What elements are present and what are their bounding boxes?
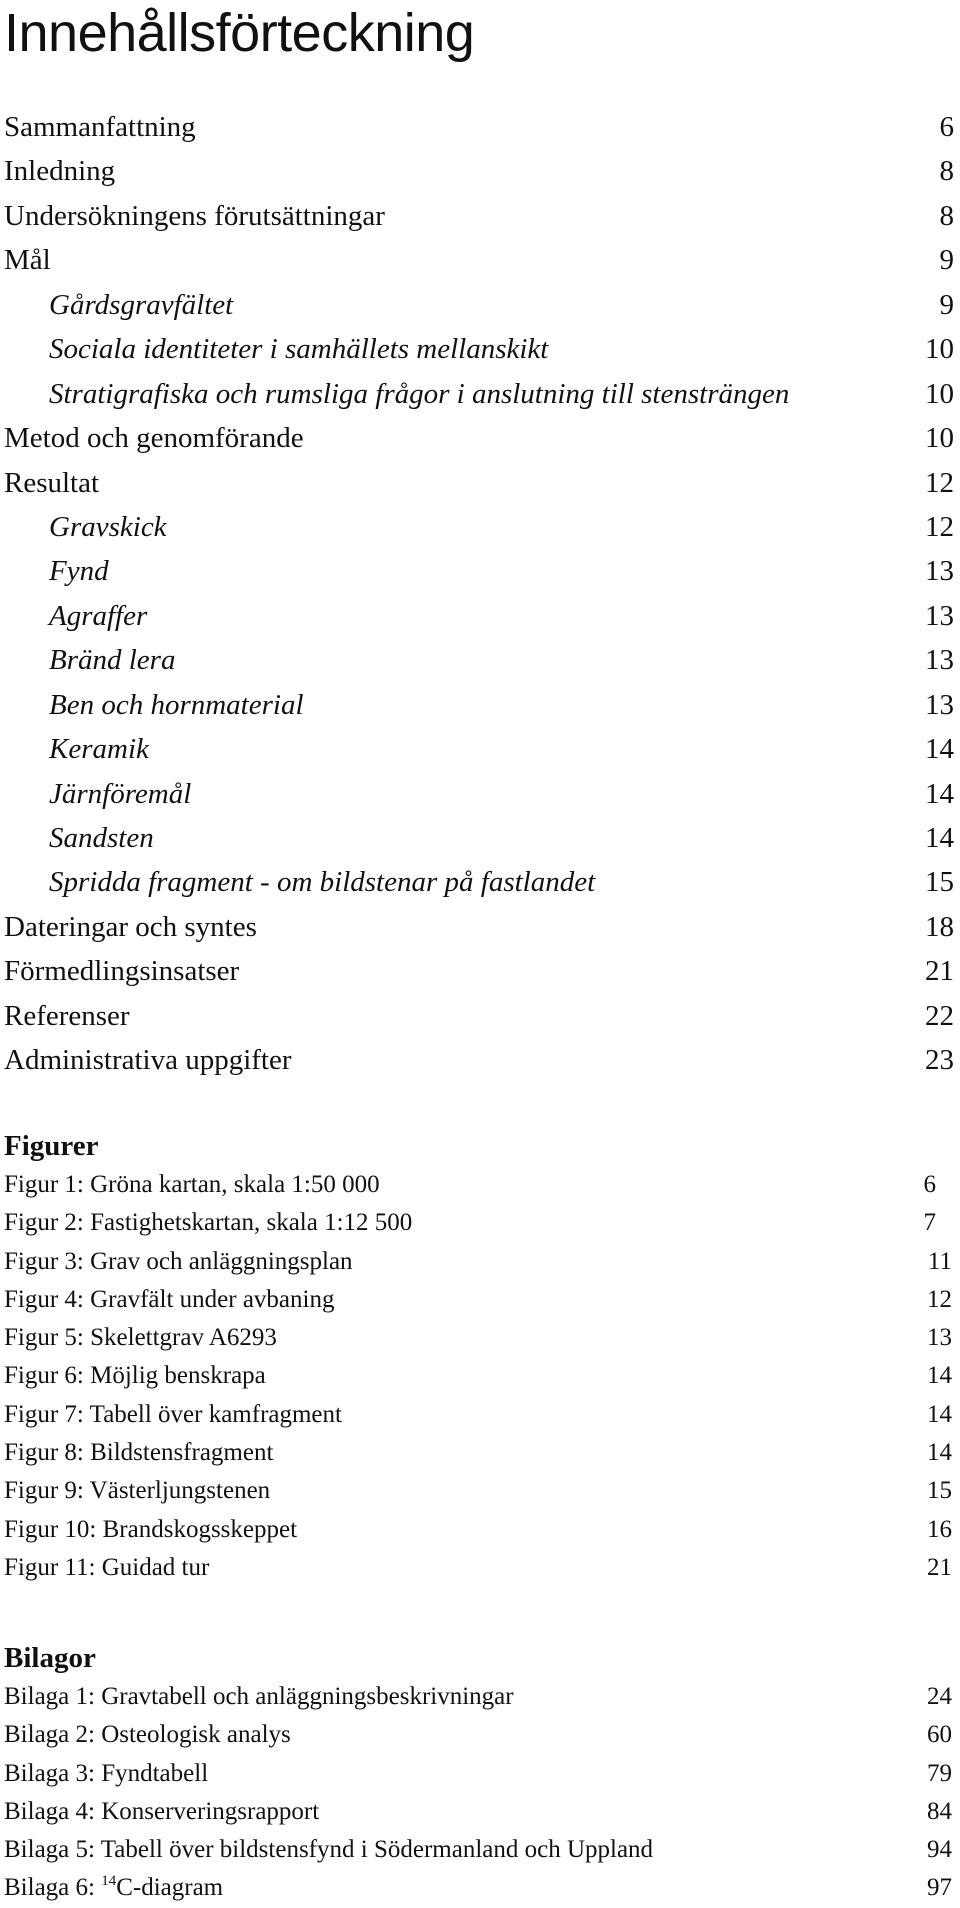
toc-subentry [0,505,960,549]
toc-entry-page: 9 [939,244,954,277]
toc-entry-label: Mål [4,244,51,277]
toc-entry-label: Gravskick [49,510,167,543]
toc-entry-label: Sammanfattning [4,111,196,143]
toc-entry-label: Administrativa uppgifter [4,1044,292,1077]
toc-subentry [0,816,960,860]
appendix-entry-label [4,1831,653,1869]
figures-list [0,1166,960,1587]
toc-entry-label: Stratigrafiska och rumsliga frågor i anslutning till stensträngen [49,377,790,410]
figure-entry-label: Figur 4: Gravfält under avbaning [4,1285,335,1313]
appendix-entry-superscript: 14 [101,1873,117,1890]
appendix-entry [0,1678,960,1716]
figure-entry [0,1472,960,1510]
appendix-entry-page: 60 [927,1721,952,1749]
appendix-entry [0,1793,960,1831]
appendix-entry [0,1716,960,1754]
toc-subentry [0,594,960,638]
appendix-entry-page: 94 [927,1836,952,1864]
toc-entry-label: Spridda fragment - om bildstenar på fastlandet [49,866,596,899]
figure-entry-label: Figur 10: Brandskogsskeppet [4,1515,298,1543]
appendix-entry-label-suffix: C-diagram [116,1874,224,1902]
appendix-entry-page: 97 [927,1874,952,1902]
toc-entry-label: Bränd lera [49,644,176,677]
toc-entry [0,905,960,949]
toc-entry-page: 14 [925,822,954,854]
toc-entry [0,194,960,238]
toc-entry-label: Referenser [4,999,130,1032]
toc-entry [0,105,960,149]
toc-entry [0,1038,960,1082]
appendix-entry-label [4,1793,319,1831]
toc-entry-label: Keramik [49,733,149,766]
figure-entry [0,1281,960,1319]
toc-entry-page: 9 [939,288,954,321]
toc-entry [0,994,960,1038]
toc-entry-label: Inledning [4,155,116,188]
toc-subentry [0,772,960,816]
appendix-entry-label [4,1716,291,1754]
toc-entry-label: Sociala identiteter i samhällets mellanskikt [49,333,549,366]
toc-entry-page: 13 [925,644,954,677]
appendix-entry-page: 24 [927,1683,952,1710]
toc-entry-label: Agraffer [49,599,148,632]
toc-subentry [0,327,960,371]
figure-entry-label: Figur 3: Grav och anläggningsplan [4,1247,353,1275]
appendix-entry-label [4,1869,223,1907]
toc-entry-label: Ben och hornmaterial [49,688,304,721]
toc-entry-page: 10 [925,333,954,366]
toc-entry-page: 12 [925,510,954,543]
appendices-list [0,1678,960,1908]
appendices-heading: Bilagor [4,1642,96,1674]
figure-entry [0,1434,960,1472]
toc-subentry [0,683,960,727]
figure-entry [0,1511,960,1549]
toc-entry-label: Järnföremål [49,777,192,810]
figure-entry [0,1357,960,1395]
figure-entry-label: Figur 6: Möjlig benskrapa [4,1362,266,1390]
figure-entry [0,1396,960,1434]
figure-entry-label: Figur 1: Gröna kartan, skala 1:50 000 [4,1171,380,1198]
toc-entry [0,238,960,282]
figure-entry-page: 12 [927,1285,952,1313]
figure-entry-page: 15 [927,1477,952,1505]
appendix-entry-label-text: Bilaga 2: Osteologisk analys [4,1721,291,1749]
toc-entry-page: 15 [925,866,954,899]
toc-entry-label: Förmedlingsinsatser [4,955,240,988]
toc-entry-page: 12 [925,466,954,499]
toc-entry [0,149,960,193]
figure-entry-label: Figur 11: Guidad tur [4,1553,210,1581]
toc-entry-label: Resultat [4,466,100,499]
appendix-entry-label-text: Bilaga 3: Fyndtabell [4,1759,209,1787]
toc-entry-page: 8 [939,199,954,232]
toc-subentry [0,860,960,904]
figure-entry-label: Figur 7: Tabell över kamfragment [4,1400,342,1428]
toc-entry [0,949,960,993]
figure-entry-page: 11 [927,1247,952,1275]
appendix-entry-label-text: Bilaga 5: Tabell över bildstensfynd i Södermanland och Uppland [4,1836,654,1864]
figure-entry-page: 13 [927,1324,952,1352]
toc-entry-label: Fynd [49,555,109,588]
toc-entry-page: 18 [925,910,954,943]
toc-entry [0,461,960,505]
figure-entry-page: 6 [923,1171,936,1198]
toc-entry-label: Metod och genomförande [4,422,304,455]
figure-entry-page: 14 [927,1362,952,1390]
toc-subentry [0,638,960,682]
table-of-contents [0,105,960,1083]
figure-entry [0,1319,960,1357]
figure-entry-page: 7 [923,1209,936,1237]
page-title: Innehållsförteckning [4,3,475,63]
appendix-entry-label [4,1755,208,1793]
toc-entry-label: Sandsten [49,822,154,854]
figure-entry-page: 14 [927,1400,952,1428]
appendix-entry-label-text: Bilaga 4: Konserveringsrapport [4,1797,320,1825]
toc-entry-page: 6 [939,111,954,143]
toc-subentry [0,727,960,771]
toc-entry-page: 10 [925,377,954,410]
figure-entry-label: Figur 8: Bildstensfragment [4,1439,274,1467]
toc-entry-page: 14 [925,777,954,810]
figure-entry [0,1166,960,1204]
appendix-entry [0,1755,960,1793]
figure-entry-label: Figur 2: Fastighetskartan, skala 1:12 500 [4,1209,413,1237]
appendix-entry [0,1869,960,1907]
appendix-entry-label-text: Bilaga 1: Gravtabell och anläggningsbeskrivningar [4,1683,514,1710]
toc-entry-page: 13 [925,688,954,721]
figure-entry-page: 14 [927,1439,952,1467]
toc-entry-label: Dateringar och syntes [4,910,257,943]
figure-entry [0,1243,960,1281]
appendix-entry-label [4,1678,514,1716]
figure-entry [0,1204,960,1242]
toc-entry-page: 21 [925,955,954,988]
figure-entry-label: Figur 5: Skelettgrav A6293 [4,1324,277,1352]
toc-entry-page: 10 [925,422,954,455]
figure-entry [0,1549,960,1587]
toc-entry-page: 13 [925,599,954,632]
toc-entry-label: Gårdsgravfältet [49,288,234,321]
toc-subentry [0,372,960,416]
toc-subentry [0,283,960,327]
appendix-entry-page: 84 [927,1797,952,1825]
appendix-entry-label-text: Bilaga 6: [4,1874,102,1902]
figure-entry-page: 21 [927,1553,952,1581]
toc-entry-page: 14 [925,733,954,766]
appendix-entry [0,1831,960,1869]
toc-entry [0,416,960,460]
toc-entry-page: 22 [925,999,954,1032]
figure-entry-label: Figur 9: Västerljungstenen [4,1477,271,1505]
figure-entry-page: 16 [927,1515,952,1543]
figures-heading: Figurer [4,1130,99,1162]
toc-entry-page: 8 [939,155,954,188]
toc-entry-label: Undersökningens förutsättningar [4,199,385,232]
toc-entry-page: 13 [925,555,954,588]
toc-subentry [0,549,960,593]
appendix-entry-page: 79 [927,1759,952,1787]
toc-entry-page: 23 [925,1044,954,1077]
